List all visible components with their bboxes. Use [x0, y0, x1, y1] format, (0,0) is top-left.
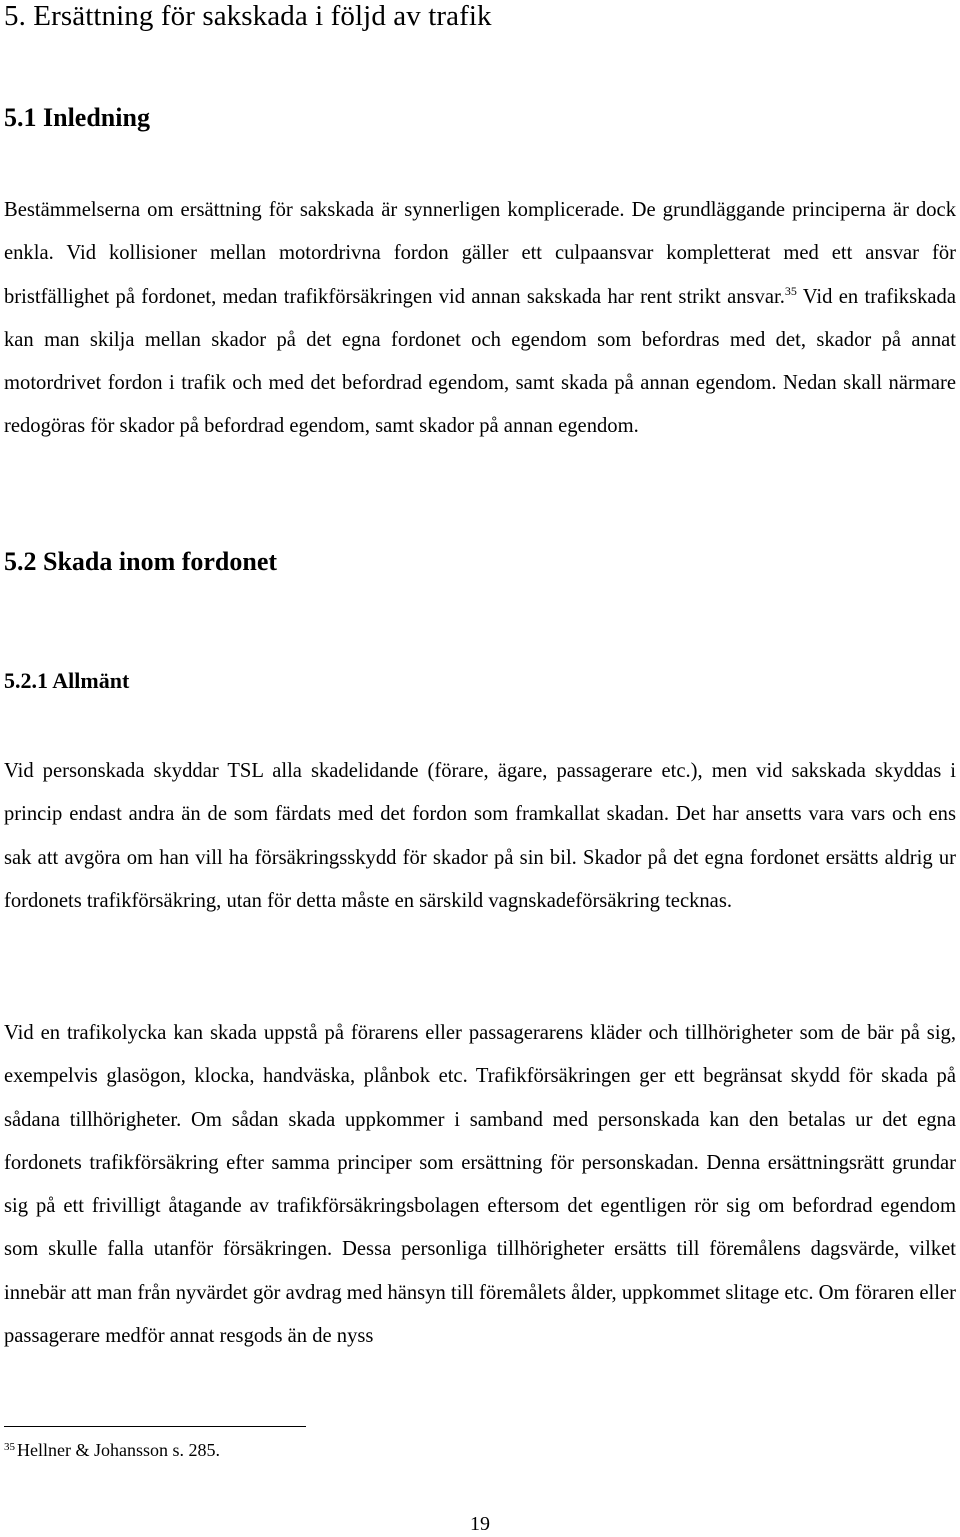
paragraph-allmant-2: Vid en trafikolycka kan skada uppstå på förarens eller passagerarens kläder och tillhörigheter som de bär på sig, exempelvis glasögon, klocka, handväska, plånbok etc. Trafikförsäkringen ger ett begränsat skydd för skada på sådana tillhörigheter. Om sådan skada uppkommer i samband med personskada kan den betalas ur det egna fordonets trafikförsäkring efter samma principer som ersättning för personskadan. Denna ersättningsrätt grundar sig på ett frivilligt åtagande av trafikförsäkringsbolagen eftersom det egentligen rör sig om befordrad egendom som skulle falla utanför försäkringen. Dessa personliga tillhörigheter ersätts till föremålens dagsvärde, vilket innebär att man från nyvärdet gör avdrag med hänsyn till föremålets ålder, uppkommet slitage etc. Om föraren eller passagerare medför annat resgods än de nyss — [4, 1022, 956, 1348]
footnote-text: Hellner & Johansson s. 285. — [17, 1440, 220, 1460]
paragraph-inledning — [4, 189, 956, 449]
paragraph-text: Vid en trafikskada kan man skilja mellan skador på det egna fordonet och egendom som befordras med det, skador på annat motordrivet fordon i trafik och med det befordrad egendom, samt skada på annan egendom. Nedan skall närmare redogöras för skador på befordrad egendom, samt skador på annan egendom. — [4, 285, 956, 438]
footnote-reference: 35 — [784, 283, 797, 298]
footnote-divider — [4, 1426, 306, 1427]
subsection-heading-allmant: 5.2.1 Allmänt — [4, 668, 130, 693]
paragraph-allmant-1: Vid personskada skyddar TSL alla skadelidande (förare, ägare, passagerare etc.), men vid sakskada skyddas i princip endast andra än de som färdats med det fordon som framkallat skadan. Det har ansetts vara vars och ens sak att avgöra om han vill ha försäkringsskydd för skador på sin bil. Skador på det egna fordonet ersätts aldrig ur fordonets trafikförsäkring, utan för detta måste en särskild vagnskadeförsäkring tecknas. — [4, 760, 956, 912]
page-number: 19 — [470, 1513, 490, 1535]
footnote — [4, 1438, 220, 1462]
section-heading-skada-inom-fordonet: 5.2 Skada inom fordonet — [4, 547, 278, 576]
chapter-title: 5. Ersättning för sakskada i följd av trafik — [4, 0, 492, 32]
section-heading-inledning: 5.1 Inledning — [4, 103, 150, 132]
paragraph-text: Bestämmelserna om ersättning för sakskada är synnerligen komplicerade. De grundläggande principerna är dock enkla. Vid kollisioner mellan motordrivna fordon gäller ett culpaansvar kompletterat med ett ansvar för bristfällighet på fordonet, medan trafikförsäkringen vid annan sakskada har rent strikt ansvar. — [4, 199, 956, 308]
footnote-number: 35 — [4, 1441, 15, 1453]
